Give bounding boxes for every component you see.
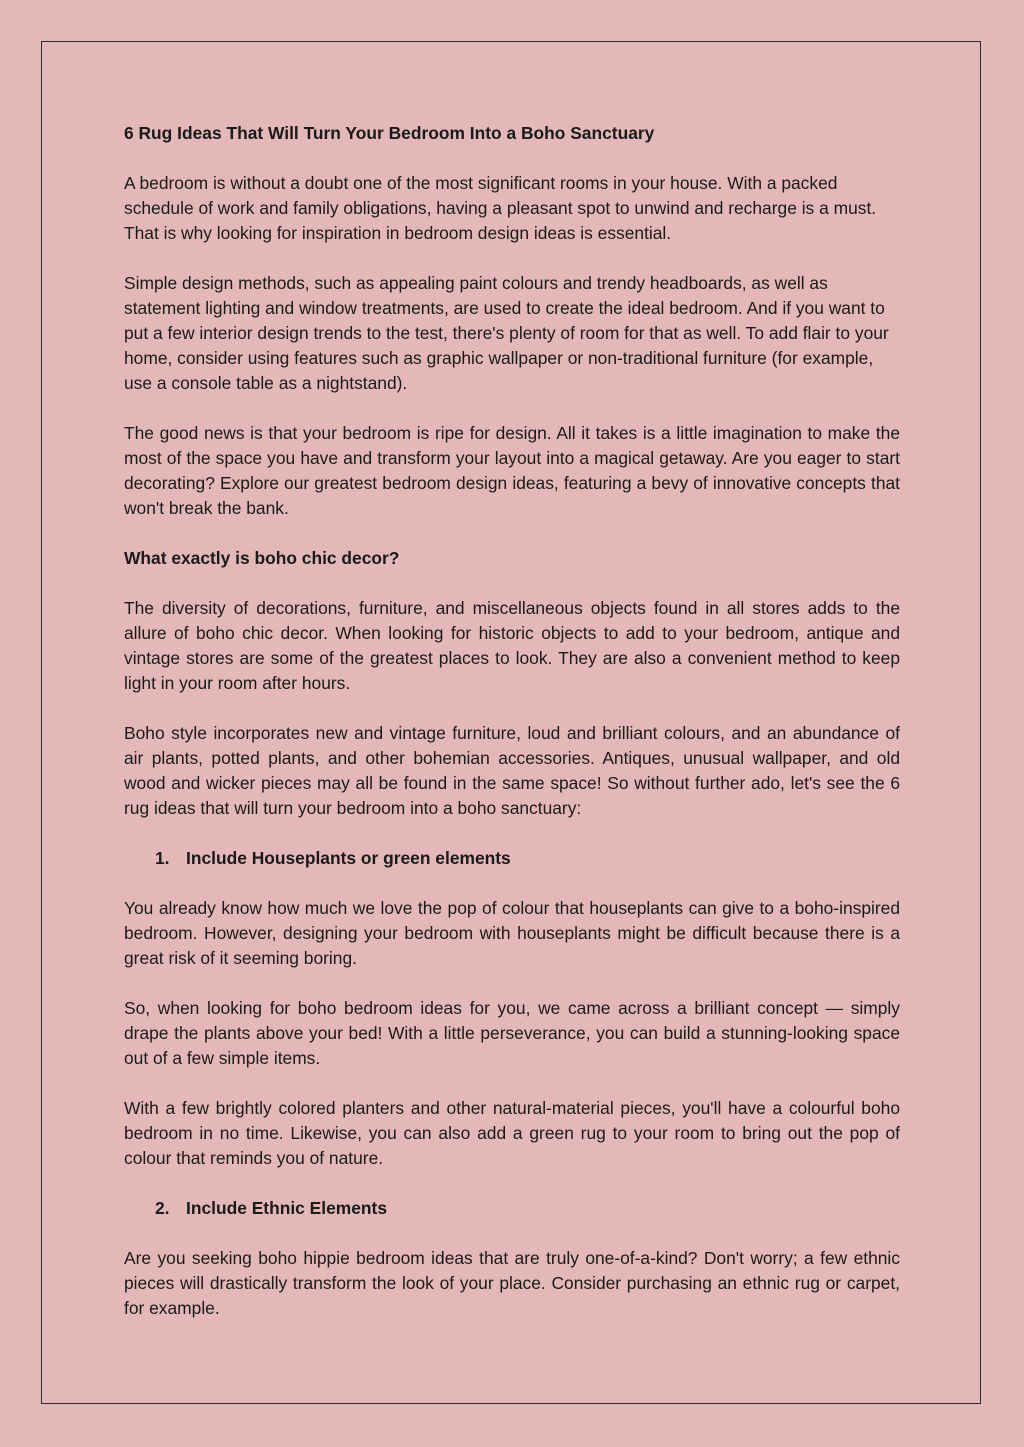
idea-1-title: Include Houseplants or green elements bbox=[186, 848, 511, 868]
section-heading: What exactly is boho chic decor? bbox=[124, 548, 400, 568]
idea-2-heading bbox=[124, 1196, 900, 1221]
idea-2-title: Include Ethnic Elements bbox=[186, 1198, 388, 1218]
document-body bbox=[124, 121, 900, 1346]
idea-1-paragraph-2: So, when looking for boho bedroom ideas for you, we came across a brilliant concept — simply drape the plants above your bed! With a little perseverance, you can build a stunning-looking space out of a few simple items. bbox=[124, 998, 900, 1068]
idea-2-paragraph-1: Are you seeking boho hippie bedroom ideas that are truly one-of-a-kind? Don't worry; a few ethnic pieces will drastically transform the look of your place. Consider purchasing an ethnic rug or carpet, for example. bbox=[124, 1248, 900, 1318]
intro-paragraph-1: A bedroom is without a doubt one of the most significant rooms in your house. With a packed schedule of work and family obligations, having a pleasant spot to unwind and recharge is a must. That is why looking for inspiration in bedroom design ideas is essential. bbox=[124, 173, 877, 243]
page-title: 6 Rug Ideas That Will Turn Your Bedroom Into a Boho Sanctuary bbox=[124, 123, 655, 143]
idea-1-paragraph-1: You already know how much we love the pop of colour that houseplants can give to a boho-inspired bedroom. However, designing your bedroom with houseplants might be difficult because there is a great risk of it seeming boring. bbox=[124, 898, 900, 968]
intro-paragraph-3: The good news is that your bedroom is ripe for design. All it takes is a little imagination to make the most of the space you have and transform your layout into a magical getaway. Are you eager to start decorating? Explore our greatest bedroom design ideas, featuring a bevy of innovative concepts that won't break the bank. bbox=[124, 423, 900, 518]
idea-1-number: 1. bbox=[155, 848, 170, 868]
section-paragraph-2: Boho style incorporates new and vintage furniture, loud and brilliant colours, and an abundance of air plants, potted plants, and other bohemian accessories. Antiques, unusual wallpaper, and old wood and wicker pieces may all be found in the same space! So without further ado, let's see the 6 rug ideas that will turn your bedroom into a boho sanctuary: bbox=[124, 723, 900, 818]
idea-2-number: 2. bbox=[155, 1198, 170, 1218]
intro-paragraph-2: Simple design methods, such as appealing paint colours and trendy headboards, as well as statement lighting and window treatments, are used to create the ideal bedroom. And if you want to put a few interior design trends to the test, there's plenty of room for that as well. To add flair to your home, consider using features such as graphic wallpaper or non-traditional furniture (for example, use a console table as a nightstand). bbox=[124, 273, 889, 393]
section-paragraph-1: The diversity of decorations, furniture, and miscellaneous objects found in all stores adds to the allure of boho chic decor. When looking for historic objects to add to your bedroom, antique and vintage stores are some of the greatest places to look. They are also a convenient method to keep light in your room after hours. bbox=[124, 598, 900, 693]
idea-1-paragraph-3: With a few brightly colored planters and other natural-material pieces, you'll have a colourful boho bedroom in no time. Likewise, you can also add a green rug to your room to bring out the pop of colour that reminds you of nature. bbox=[124, 1098, 900, 1168]
idea-1-heading bbox=[124, 846, 900, 871]
